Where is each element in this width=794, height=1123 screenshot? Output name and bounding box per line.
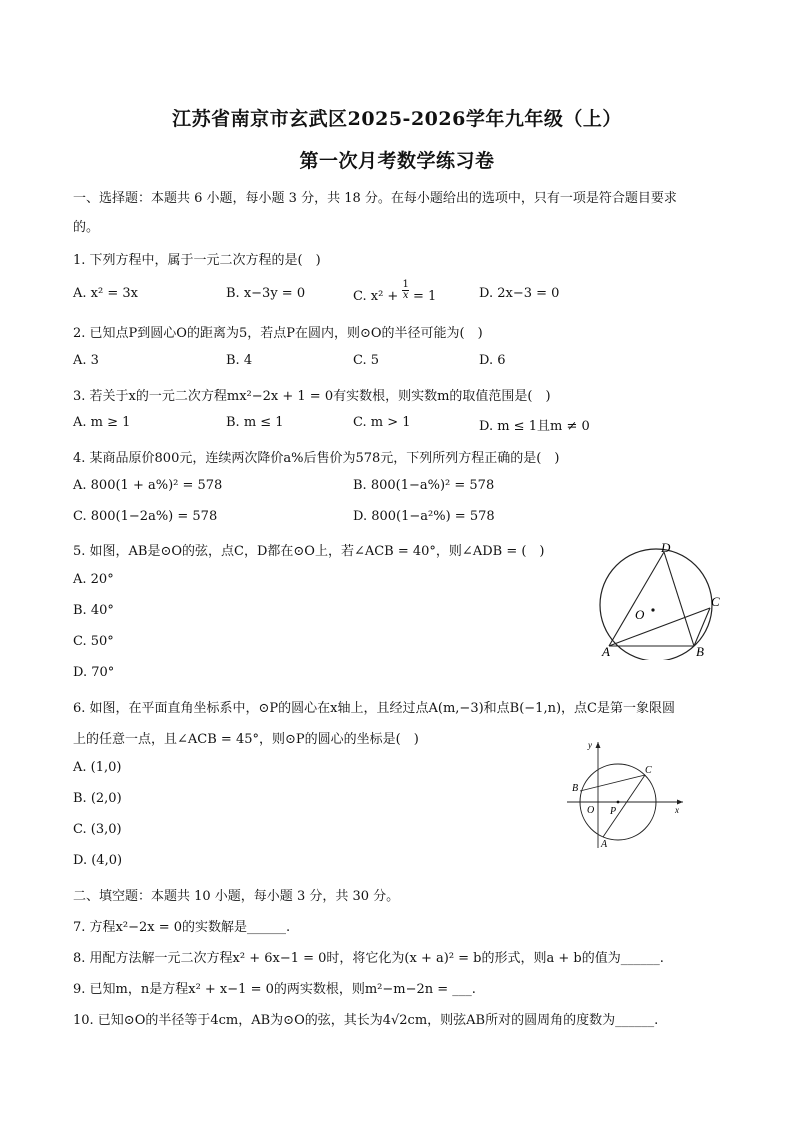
q6-option-c: C. (3,0) — [73, 822, 122, 837]
q4-option-b: B. 800(1−a%)² = 578 — [353, 478, 495, 493]
exam-title-line2: 第一次月考数学练习卷 — [299, 150, 495, 172]
q5-option-a: A. 20° — [73, 572, 114, 587]
q6-label-x: x — [675, 805, 679, 815]
exam-title-line1: 江苏省南京市玄武区2025-2026学年九年级（上） — [172, 108, 622, 130]
q5-option-b: B. 40° — [73, 603, 114, 618]
q1-option-c — [353, 279, 437, 304]
q5-label-c: C — [711, 594, 720, 609]
q5-option-c: C. 50° — [73, 634, 114, 649]
q6-y-arrow — [596, 742, 601, 748]
q2-stem: 2. 已知点P到圆心O的距离为5，若点P在圆内，则⊙O的半径可能为( ) — [73, 326, 483, 341]
q1-stem: 1. 下列方程中，属于一元二次方程的是( ) — [73, 253, 321, 268]
q5-segment-ad — [609, 552, 664, 646]
q7-stem: 7. 方程x²−2x = 0的实数解是______. — [73, 920, 291, 935]
q5-label-o: O — [635, 607, 645, 622]
q10-stem: 10. 已知⊙O的半径等于4cm，AB为⊙O的弦，其长为4√2cm，则弦AB所对的圆周角的度数为______. — [73, 1013, 659, 1028]
q2-option-b: B. 4 — [226, 353, 253, 368]
q5-option-d: D. 70° — [73, 665, 115, 680]
q1-frac-den: x — [402, 290, 409, 301]
q3-option-b: B. m ≤ 1 — [226, 415, 284, 430]
q6-label-c: C — [645, 765, 652, 776]
q2-option-c: C. 5 — [353, 353, 380, 368]
q5-circle-figure — [590, 538, 730, 660]
section2-heading: 二、填空题：本题共 10 小题，每小题 3 分，共 30 分。 — [73, 889, 400, 904]
section1-heading: 一、选择题：本题共 6 小题，每小题 3 分，共 18 分。在每小题给出的选项中，只有一项是符合题目要求 — [73, 191, 677, 206]
q5-stem: 5. 如图，AB是⊙O的弦，点C，D都在⊙O上，若∠ACB = 40°，则∠ADB = ( ) — [73, 544, 545, 559]
q5-label-a: A — [602, 644, 610, 659]
q1-option-d: D. 2x−3 = 0 — [479, 286, 560, 301]
q3-option-d: D. m ≤ 1且m ≠ 0 — [479, 419, 590, 434]
q2-option-a: A. 3 — [73, 353, 99, 368]
q5-label-d: D — [661, 540, 671, 555]
section1-heading-cont: 的。 — [73, 220, 100, 235]
q1-frac-num: 1 — [402, 279, 409, 290]
q5-segment-db — [664, 552, 694, 646]
q4-option-a: A. 800(1 + a%)² = 578 — [73, 478, 223, 493]
q6-label-b: B — [572, 783, 579, 794]
q6-x-arrow — [677, 800, 683, 805]
q5-center-dot — [651, 608, 654, 611]
q6-stem-cont: 上的任意一点，且∠ACB = 45°，则⊙P的圆心的坐标是( ) — [73, 732, 419, 747]
q3-option-a: A. m ≥ 1 — [73, 415, 131, 430]
q4-option-d: D. 800(1−a²%) = 578 — [353, 509, 495, 524]
q1-option-c-pre: C. x² + — [353, 289, 403, 304]
q6-label-y: y — [588, 740, 592, 750]
q6-label-a: A — [601, 839, 608, 850]
q1-option-b: B. x−3y = 0 — [226, 286, 306, 301]
q8-stem: 8. 用配方法解一元二次方程x² + 6x−1 = 0时，将它化为(x + a)² = b的形式，则a + b的值为______. — [73, 951, 664, 966]
q6-center-dot — [617, 801, 620, 804]
q6-label-p: P — [610, 806, 617, 817]
q5-segment-ac — [609, 608, 710, 646]
q5-label-b: B — [696, 644, 704, 659]
q9-stem: 9. 已知m，n是方程x² + x−1 = 0的两实数根，则m²−m−2n = ___. — [73, 982, 476, 997]
q1-fraction — [402, 280, 408, 301]
q3-stem: 3. 若关于x的一元二次方程mx²−2x + 1 = 0有实数根，则实数m的取值范围是( ) — [73, 389, 551, 404]
q3-option-c: C. m > 1 — [353, 415, 411, 430]
q6-label-o: O — [587, 805, 595, 816]
q6-coordinate-figure — [563, 736, 693, 850]
q1-option-a: A. x² = 3x — [73, 286, 138, 301]
q6-stem: 6. 如图，在平面直角坐标系中，⊙P的圆心在x轴上，且经过点A(m,−3)和点B(−1,n)，点C是第一象限圆 — [73, 701, 675, 716]
q6-option-a: A. (1,0) — [73, 760, 122, 775]
q6-option-b: B. (2,0) — [73, 791, 122, 806]
q6-option-d: D. (4,0) — [73, 853, 123, 868]
q2-option-d: D. 6 — [479, 353, 506, 368]
q1-option-c-post: = 1 — [408, 289, 437, 304]
q4-stem: 4. 某商品原价800元，连续两次降价a%后售价为578元，下列所列方程正确的是( ) — [73, 451, 560, 466]
q4-option-c: C. 800(1−2a%) = 578 — [73, 509, 218, 524]
